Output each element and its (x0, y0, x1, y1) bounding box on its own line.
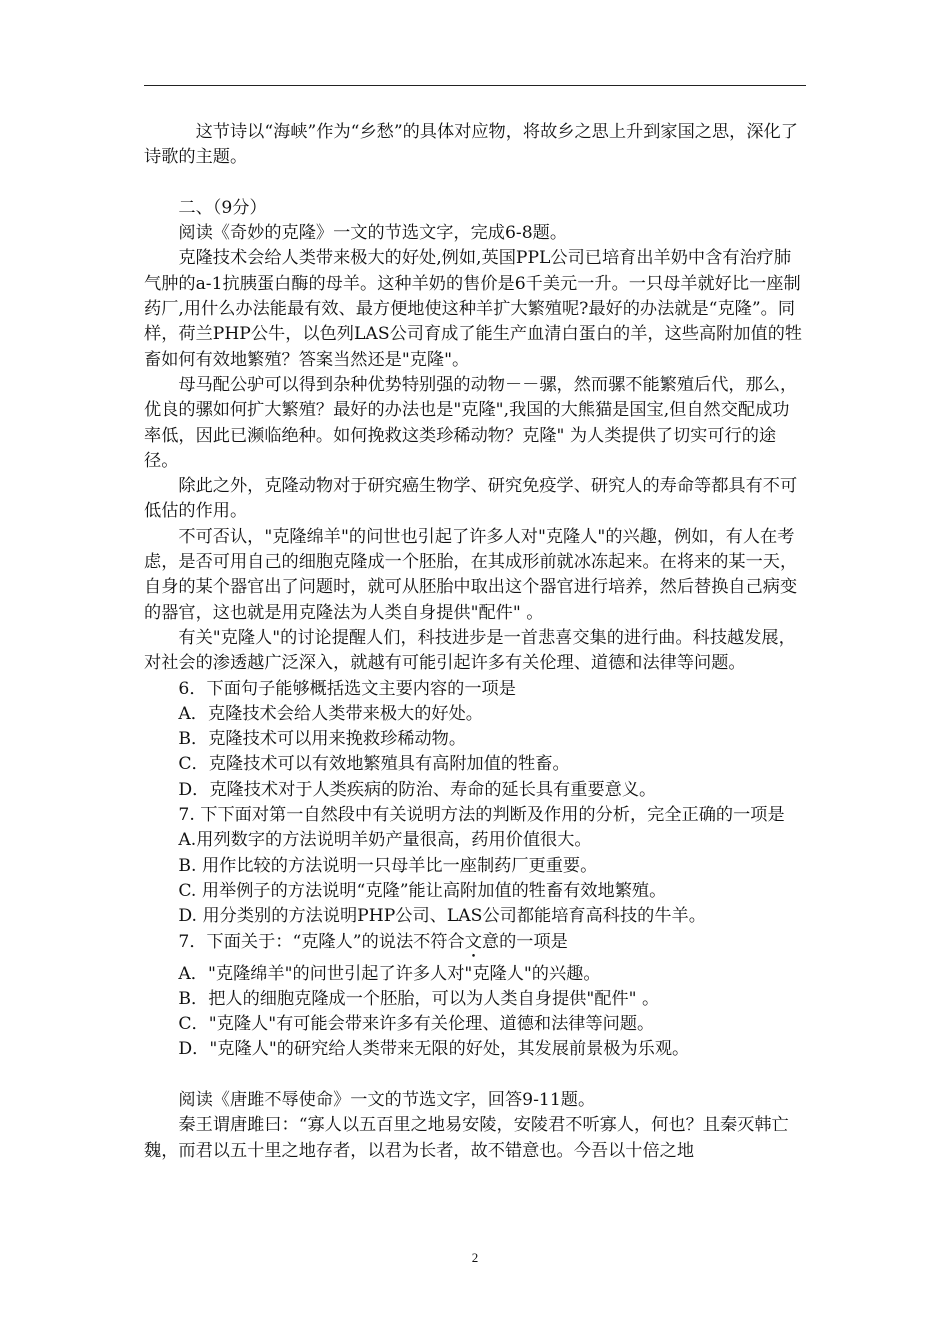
question-7b-stem-after: 意的一项是 (481, 931, 568, 952)
emphasis-character: 文 (464, 931, 482, 952)
classical-passage: 秦王谓唐雎曰：“寡人以五百里之地易安陵，安陵君不听寡人，何也？且秦灭韩亡魏，而君以五十里之地存者，以君为长者，故不错意也。今吾以十倍之地 (144, 1115, 789, 1161)
question-7b-stem (144, 930, 806, 962)
intro-paragraph: 这节诗以“海峡”作为“乡愁”的具体对应物，将故乡之思上升到家国之思，深化了诗歌的主题。 (144, 122, 798, 168)
question-7b-stem-before: 7．下面关于：“克隆人”的说法不符合 (178, 931, 465, 952)
passage-paragraph: 母马配公驴可以得到杂种优势特别强的动物－－骡，然而骡不能繁殖后代，那么，优良的骡如何扩大繁殖？最好的办法也是"克隆",我国的大熊猫是国宝,但自然交配成功率低，因此已濒临绝种。如何挽救这类珍稀动物？克隆" 为人类提供了切实可行的途径。 (144, 374, 798, 471)
passage-paragraph: 除此之外，克隆动物对于研究癌生物学、研究免疫学、研究人的寿命等都具有不可低估的作用。 (144, 476, 798, 522)
section-heading: 二、（9分） (178, 197, 267, 218)
spacer (144, 171, 806, 196)
question-7a-stem: 7. 下下面对第一自然段中有关说明方法的判断及作用的分析，完全正确的一项是 (178, 805, 785, 826)
question-7a-option: B. 用作比较的方法说明一只母羊比一座制药厂更重要。 (178, 855, 598, 876)
spacer (144, 1063, 806, 1088)
question-7a-option: D. 用分类别的方法说明PHP公司、LAS公司都能培育高科技的牛羊。 (178, 906, 706, 927)
passage-paragraph: 克隆技术会给人类带来极大的好处,例如,英国PPL公司已培育出羊奶中含有治疗肺气肿的a-1抗胰蛋白酶的母羊。这种羊奶的售价是6千美元一升。一只母羊就好比一座制药厂,用什么办法能最有效、最方便地使这种羊扩大繁殖呢?最好的办法就是“克隆”。同样，荷兰PHP公牛，以色列LAS公司育成了能生产血清白蛋白的羊，这些高附加值的牲畜如何有效地繁殖？答案当然还是"克隆"。 (144, 248, 803, 370)
passage-paragraph: 不可否认，"克隆绵羊"的问世也引起了许多人对"克隆人"的兴趣，例如，有人在考虑，是否可用自己的细胞克隆成一个胚胎，在其成形前就冰冻起来。在将来的某一天，自身的某个器官出了问题时，就可从胚胎中取出这个器官进行培养，然后替换自己病变的器官，这也就是用克隆法为人类自身提供"配件" 。 (144, 526, 798, 623)
header-rule (144, 85, 806, 86)
question-6-option: D．克隆技术对于人类疾病的防治、寿命的延长具有重要意义。 (178, 779, 657, 800)
question-7a-option: C. 用举例子的方法说明“克隆”能让高附加值的牲畜有效地繁殖。 (178, 880, 667, 901)
question-7a-option: A.用列数字的方法说明羊奶产量很高，药用价值很大。 (178, 830, 592, 851)
question-7b-option: D．"克隆人"的研究给人类带来无限的好处，其发展前景极为乐观。 (178, 1039, 690, 1060)
reading-instruction: 阅读《唐雎不辱使命》一文的节选文字，回答9-11题。 (178, 1089, 596, 1110)
page-number: 2 (471, 1250, 479, 1265)
reading-instruction: 阅读《奇妙的克隆》一文的节选文字，完成6-8题。 (178, 223, 568, 244)
passage-paragraph: 有关"克隆人"的讨论提醒人们，科技进步是一首悲喜交集的进行曲。科技越发展，对社会的渗透越广泛深入，就越有可能引起许多有关伦理、道德和法律等问题。 (144, 627, 796, 674)
question-7b-option: C．"克隆人"有可能会带来许多有关伦理、道德和法律等问题。 (178, 1014, 655, 1035)
question-7b-option: B．把人的细胞克隆成一个胚胎，可以为人类自身提供"配件" 。 (178, 988, 660, 1009)
question-7b-option: A．"克隆绵羊"的问世引起了许多人对"克隆人"的兴趣。 (178, 963, 601, 984)
question-6-stem: 6．下面句子能够概括选文主要内容的一项是 (178, 678, 516, 699)
question-6-option: C．克隆技术可以有效地繁殖具有高附加值的牲畜。 (178, 754, 570, 775)
question-6-option: A．克隆技术会给人类带来极大的好处。 (178, 703, 483, 724)
document-body (144, 120, 806, 1164)
question-6-option: B．克隆技术可以用来挽救珍稀动物。 (178, 729, 467, 750)
